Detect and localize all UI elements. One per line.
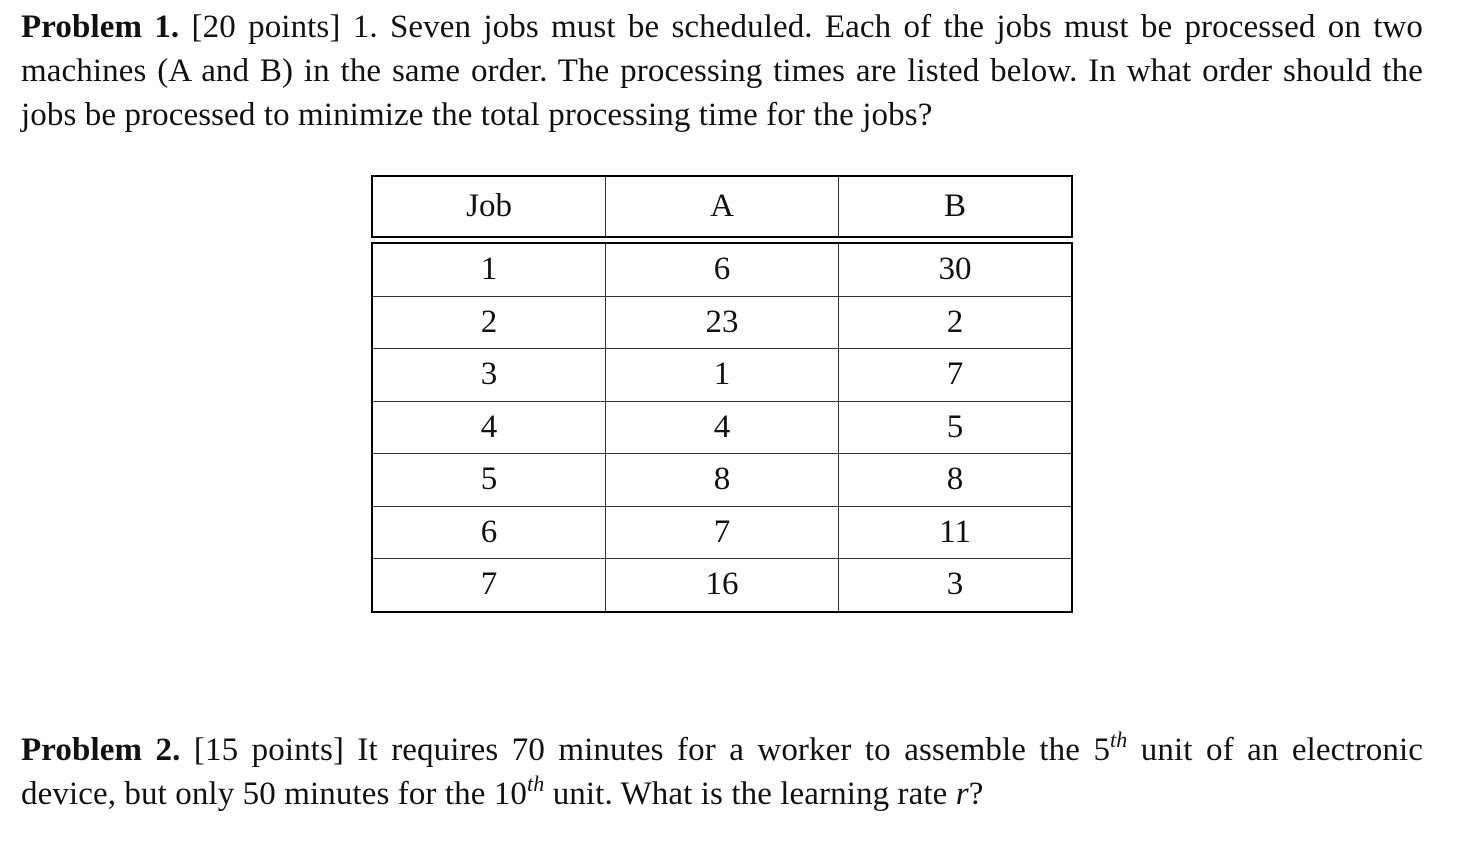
problem-2-label: Problem 2. bbox=[21, 732, 181, 768]
cell-job: 3 bbox=[372, 349, 605, 402]
cell-b: 11 bbox=[838, 506, 1072, 559]
ordinal-suffix: th bbox=[527, 771, 545, 796]
table-row bbox=[372, 454, 1072, 507]
problem-2-points: [15 points] bbox=[193, 732, 344, 768]
problem-1-statement bbox=[21, 5, 1423, 137]
table-row bbox=[372, 296, 1072, 349]
cell-job: 6 bbox=[372, 506, 605, 559]
cell-a: 23 bbox=[605, 296, 838, 349]
problem-2-text-part4: ? bbox=[968, 776, 984, 812]
problem-2-text-part3: unit. What is the learning rate bbox=[544, 776, 956, 812]
cell-b: 30 bbox=[838, 243, 1072, 296]
problem-1-label: Problem 1. bbox=[21, 9, 180, 45]
cell-job: 2 bbox=[372, 296, 605, 349]
cell-a: 1 bbox=[605, 349, 838, 402]
table-header-row bbox=[372, 176, 1072, 237]
problem-2-text-part2: unit of an electronic device, but only 50 minutes for the 10 bbox=[21, 732, 1423, 812]
problem-2-statement bbox=[21, 728, 1423, 816]
header-machine-b: B bbox=[839, 176, 1072, 237]
cell-a: 16 bbox=[605, 559, 838, 612]
table-row bbox=[372, 349, 1072, 402]
cell-job: 4 bbox=[372, 401, 605, 454]
cell-b: 5 bbox=[838, 401, 1072, 454]
cell-a: 4 bbox=[605, 401, 838, 454]
cell-a: 8 bbox=[605, 454, 838, 507]
learning-rate-variable: r bbox=[955, 776, 969, 812]
cell-job: 7 bbox=[372, 559, 605, 612]
header-machine-a: A bbox=[606, 176, 839, 237]
table-row bbox=[372, 243, 1072, 296]
cell-a: 7 bbox=[605, 506, 838, 559]
problem-1-points: [20 points] bbox=[191, 9, 341, 45]
table-row bbox=[372, 559, 1072, 612]
cell-b: 7 bbox=[838, 349, 1072, 402]
cell-b: 8 bbox=[838, 454, 1072, 507]
processing-times-table-header bbox=[371, 175, 1073, 238]
problem-2-text-part1: It requires 70 minutes for a worker to assemble the 5 bbox=[357, 732, 1111, 768]
table-row bbox=[372, 401, 1072, 454]
processing-times-table-body bbox=[371, 242, 1073, 613]
cell-b: 3 bbox=[838, 559, 1072, 612]
cell-job: 5 bbox=[372, 454, 605, 507]
table-row bbox=[372, 506, 1072, 559]
cell-job: 1 bbox=[372, 243, 605, 296]
cell-a: 6 bbox=[605, 243, 838, 296]
header-job: Job bbox=[372, 176, 606, 237]
cell-b: 2 bbox=[838, 296, 1072, 349]
ordinal-suffix: th bbox=[1110, 727, 1128, 752]
problem-1-text: 1. Seven jobs must be scheduled. Each of the jobs must be processed on two machines (A and B) in the same order. The processing times are listed below. In what order should the jobs be processed to minimize the total processing time for the jobs? bbox=[21, 9, 1423, 133]
